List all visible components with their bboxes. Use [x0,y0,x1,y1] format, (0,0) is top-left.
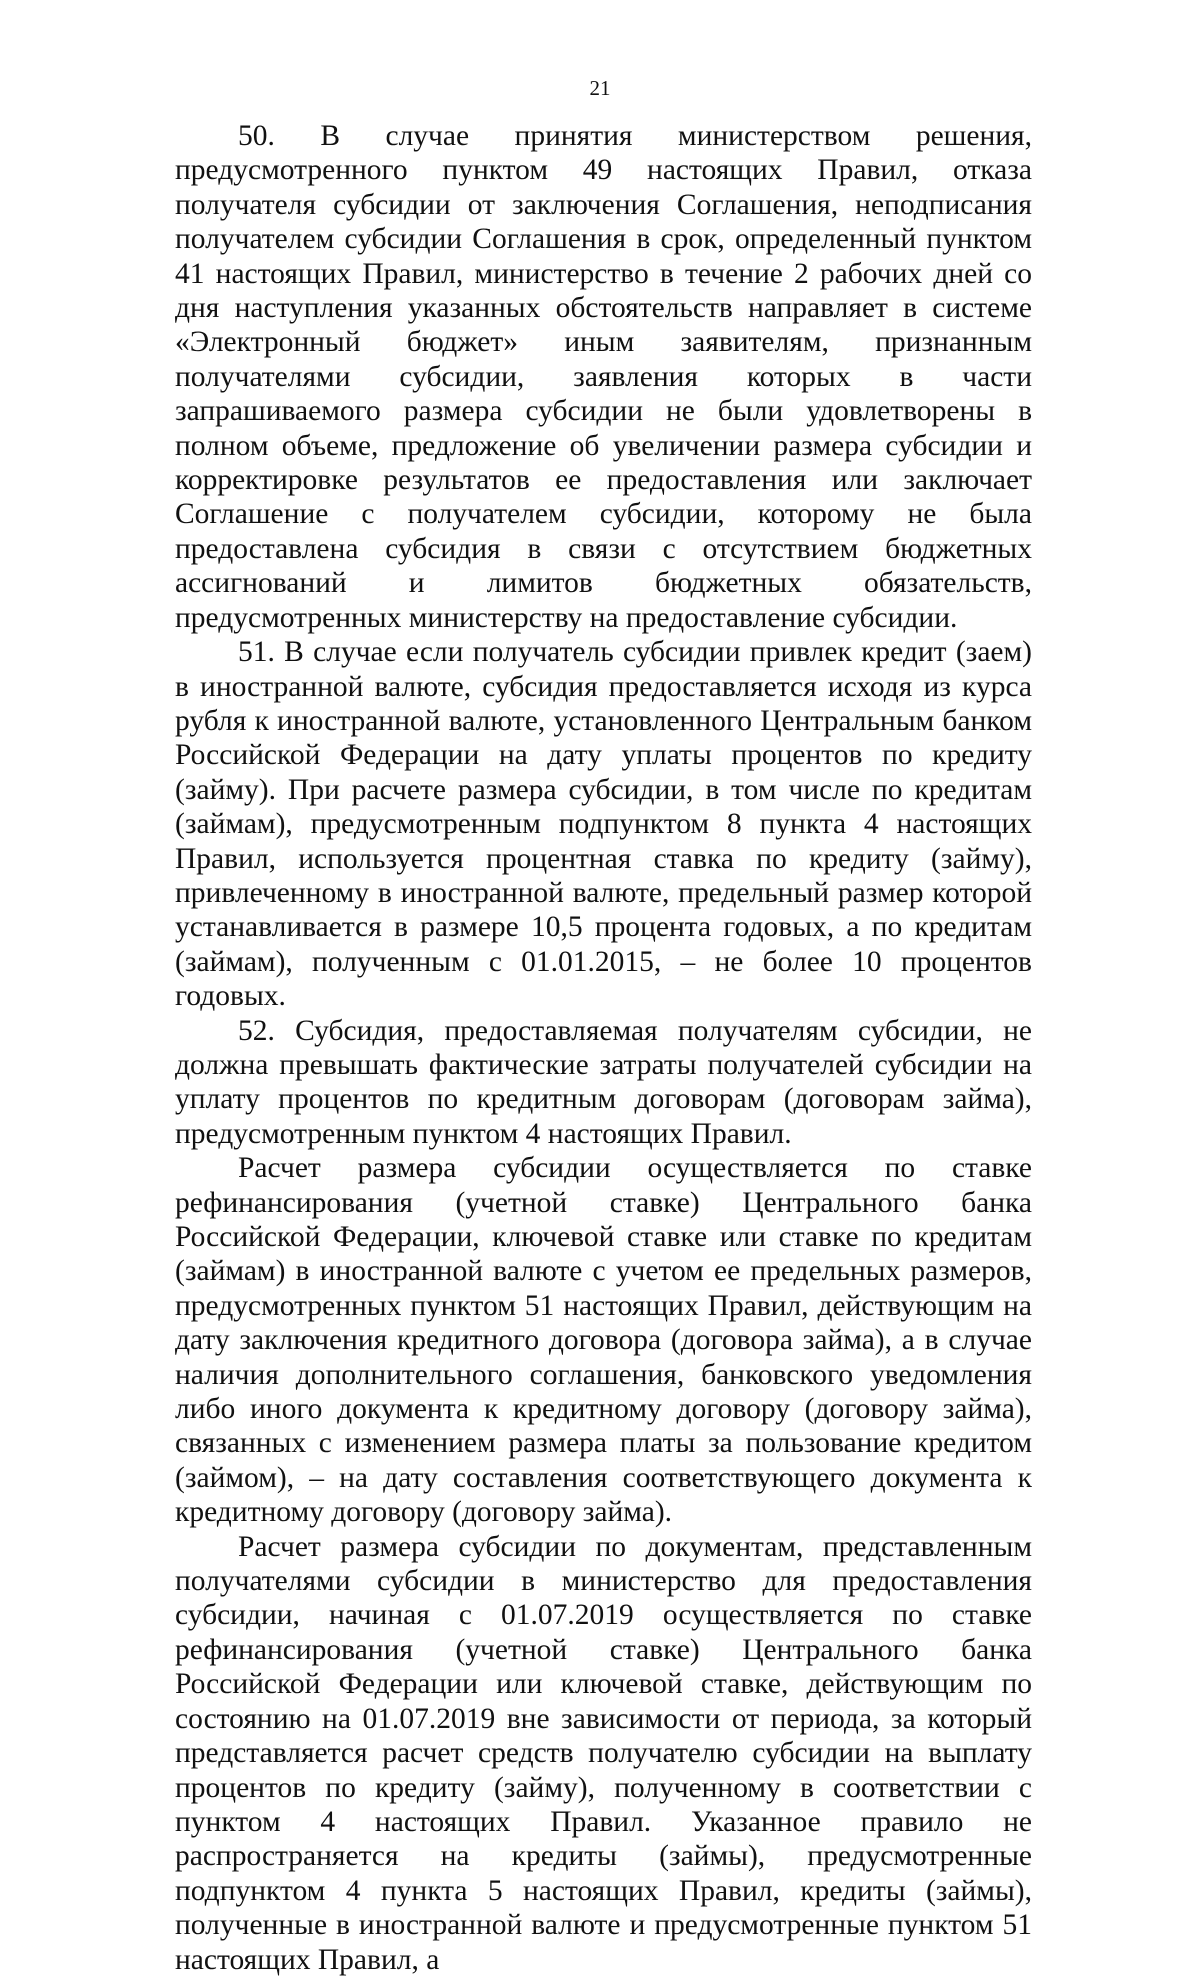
paragraph-51: 51. В случае если получатель субсидии привлек кредит (заем) в иностранной валюте, субсидия предоставляется исходя из курса рубля к иностранной валюте, установленного Центральным банком Российской Федерации на дату уплаты процентов по кредиту (займу). При расчете размера субсидии, в том числе по кредитам (займам), предусмотренным подпунктом 8 пункта 4 настоящих Правил, используется процентная ставка по кредиту (займу), привлеченному в иностранной валюте, предельный размер которой устанавливается в размере 10,5 процента годовых, а по кредитам (займам), полученным с 01.01.2015, – не более 10 процентов годовых. [175,636,1032,1013]
paragraph-calculation-documents: Расчет размера субсидии по документам, представленным получателями субсидии в министерство для предоставления субсидии, начиная с 01.07.2019 осуществляется по ставке рефинансирования (учетной ставке) Центрального банка Российской Федерации или ключевой ставке, действующим по состоянию на 01.07.2019 вне зависимости от периода, за который представляется расчет средств получателю субсидии на выплату процентов по кредиту (займу), полученному в соответствии с пунктом 4 настоящих Правил. Указанное правило не распространяется на кредиты (займы), предусмотренные подпунктом 4 пункта 5 настоящих Правил, кредиты (займы), полученные в иностранной валюте и предусмотренные пунктом 51 настоящих Правил, а [175,1530,1032,1976]
paragraph-50: 50. В случае принятия министерством решения, предусмотренного пунктом 49 настоящих Правил, отказа получателя субсидии от заключения Соглашения, неподписания получателем субсидии Соглашения в срок, определенный пунктом 41 настоящих Правил, министерство в течение 2 рабочих дней со дня наступления указанных обстоятельств направляет в системе «Электронный бюджет» иным заявителям, признанным получателями субсидии, заявления которых в части запрашиваемого размера субсидии не были удовлетворены в полном объеме, предложение об увеличении размера субсидии и корректировке результатов ее предоставления или заключает Соглашение с получателем субсидии, которому не была предоставлена субсидия в связи с отсутствием бюджетных ассигнований и лимитов бюджетных обязательств, предусмотренных министерству на предоставление субсидии. [175,120,1032,634]
page-number: 21 [589,76,611,100]
document-body [175,119,1032,1977]
paragraph-calculation-rate: Расчет размера субсидии осуществляется по ставке рефинансирования (учетной ставке) Центрального банка Российской Федерации, ключевой ставке или ставке по кредитам (займам) в иностранной валюте с учетом ее предельных размеров, предусмотренных пунктом 51 настоящих Правил, действующим на дату заключения кредитного договора (договора займа), а в случае наличия дополнительного соглашения, банковского уведомления либо иного документа к кредитному договору (договору займа), связанных с изменением размера платы за пользование кредитом (займом), – на дату составления соответствующего документа к кредитному договору (договору займа). [175,1152,1032,1529]
paragraph-52: 52. Субсидия, предоставляемая получателям субсидии, не должна превышать фактические затраты получателей субсидии на уплату процентов по кредитным договорам (договорам займа), предусмотренным пунктом 4 настоящих Правил. [175,1014,1032,1150]
